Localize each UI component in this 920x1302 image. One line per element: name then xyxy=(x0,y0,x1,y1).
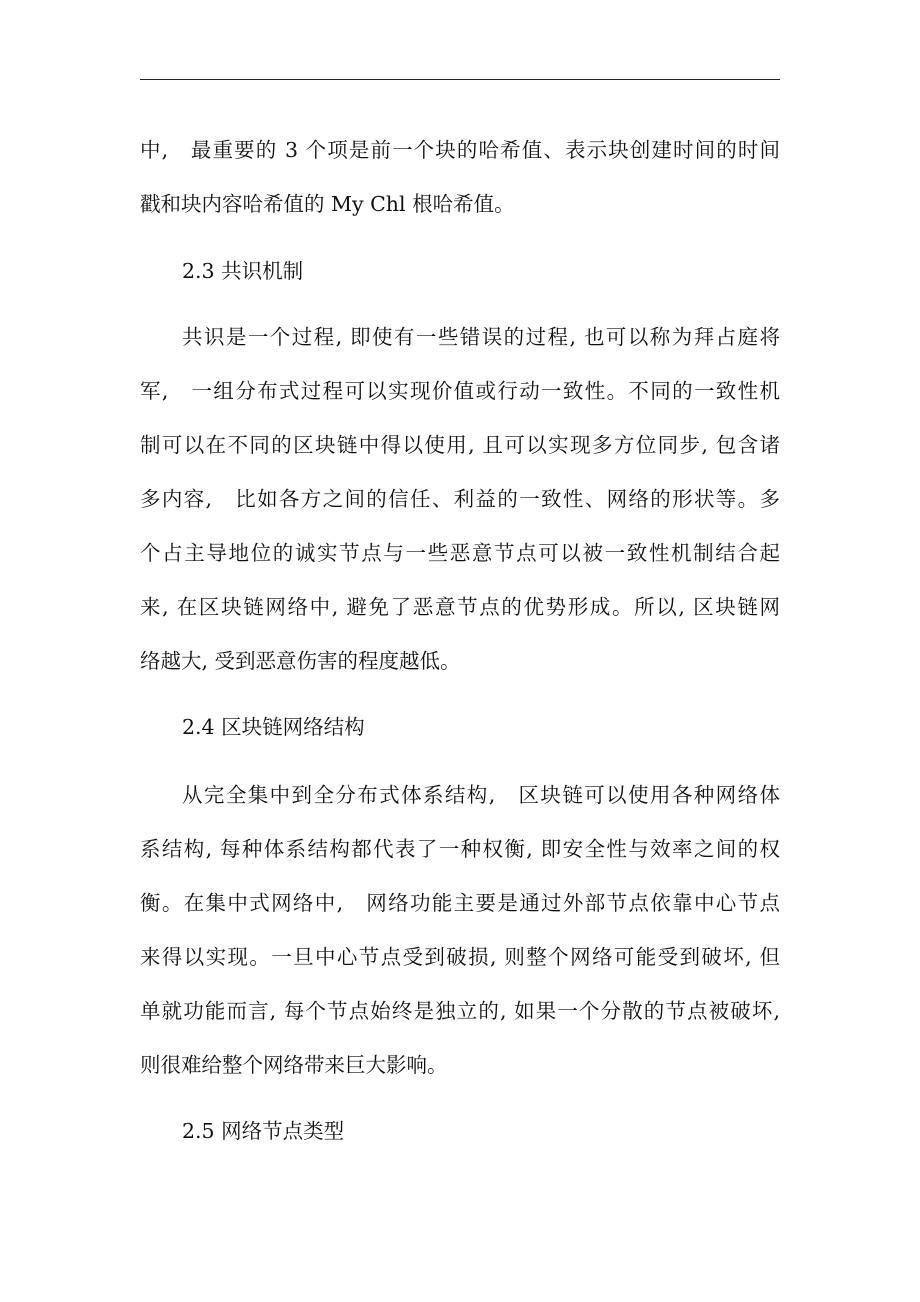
section-heading: 2.5 网络节点类型 xyxy=(182,1119,345,1143)
section-heading: 2.3 共识机制 xyxy=(182,259,304,283)
paragraph-line: 制可以在不同的区块链中得以使用, 且可以实现多方位同步, 包含诸 xyxy=(140,433,780,457)
paragraph-line: 则很难给整个网络带来巨大影响。 xyxy=(140,1053,448,1077)
paragraph-line: 系结构, 每种体系结构都代表了一种权衡, 即安全性与效率之间的权 xyxy=(140,837,780,861)
paragraph-line: 军, 一组分布式过程可以实现价值或行动一致性。不同的一致性机 xyxy=(140,379,780,403)
paragraph-line: 中, 最重要的 3 个项是前一个块的哈希值、表示块创建时间的时间 xyxy=(140,138,780,162)
paragraph-line: 单就功能而言, 每个节点始终是独立的, 如果一个分散的节点被破坏, xyxy=(140,999,780,1023)
paragraph-line: 从完全集中到全分布式体系结构, 区块链可以使用各种网络体 xyxy=(182,783,780,807)
paragraph-line: 络越大, 受到恶意伤害的程度越低。 xyxy=(140,649,461,673)
paragraph-line: 来, 在区块链网络中, 避免了恶意节点的优势形成。所以, 区块链网 xyxy=(140,595,780,619)
paragraph-line: 多内容, 比如各方之间的信任、利益的一致性、网络的形状等。多 xyxy=(140,487,780,511)
paragraph-line: 共识是一个过程, 即使有一些错误的过程, 也可以称为拜占庭将 xyxy=(182,325,780,349)
paragraph-line: 来得以实现。一旦中心节点受到破损, 则整个网络可能受到破坏, 但 xyxy=(140,945,780,969)
header-rule xyxy=(140,79,780,80)
paragraph-line: 戳和块内容哈希值的 My Chl 根哈希值。 xyxy=(140,192,515,216)
paragraph-line: 个占主导地位的诚实节点与一些恶意节点可以被一致性机制结合起 xyxy=(140,541,780,565)
paragraph-line: 衡。在集中式网络中, 网络功能主要是通过外部节点依靠中心节点 xyxy=(140,891,780,915)
section-heading: 2.4 区块链网络结构 xyxy=(182,715,365,739)
